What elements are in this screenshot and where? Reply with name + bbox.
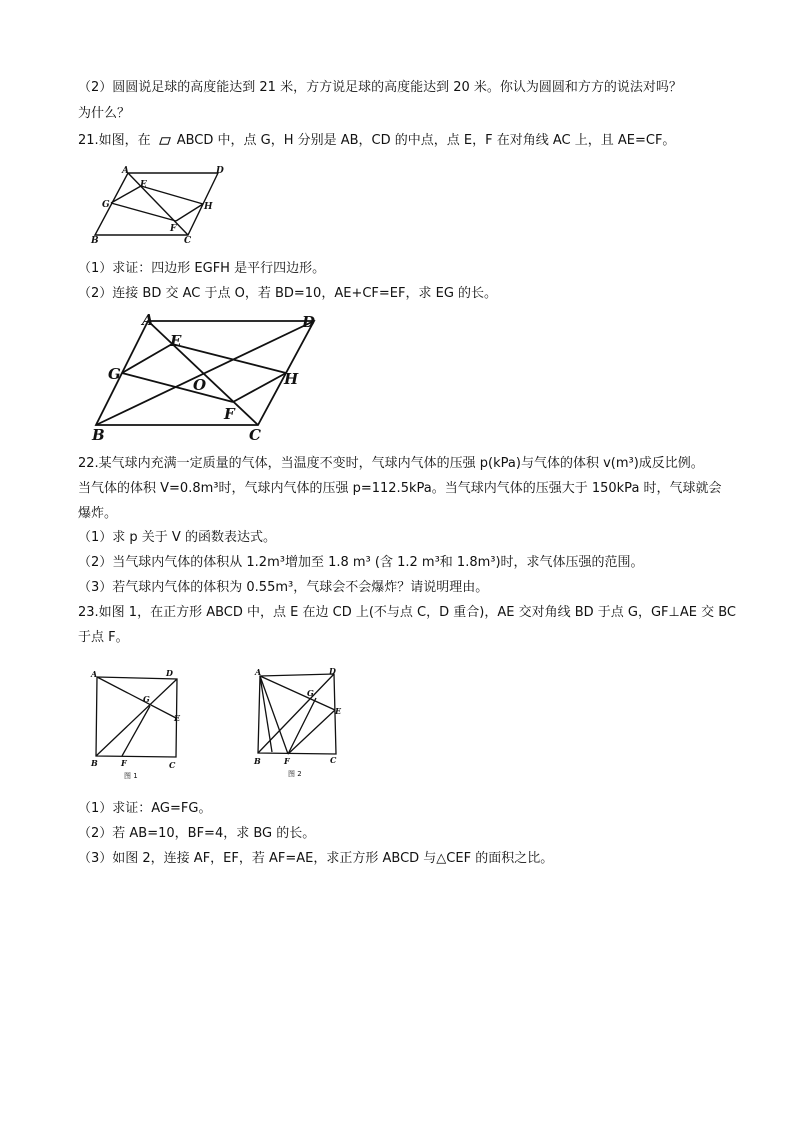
label-a: A [91,669,98,679]
q21-intro [78,131,675,151]
q21-intro-end: ABCD 中，点 G，H 分别是 AB，CD 的中点，点 E，F 在对角线 AC 上，且 AE=CF。 [176,133,676,148]
label-f: F [224,405,235,423]
label-e: E [170,332,182,350]
label-e: E [140,180,147,190]
q22-part2: （2）当气球内气体的体积从 1.2m³增加至 1.8 m³ (含 1.2 m³和 1.8m³)时，求气体压强的范围。 [78,555,644,570]
q23-part1: （1）求证：AG=FG。 [78,801,212,816]
q23-line1: 23.如图 1，在正方形 ABCD 中，点 E 在边 CD 上(不与点 C，D 重合)，AE 交对角线 BD 于点 G，GF⊥AE 交 BC [78,605,736,620]
label-d: D [329,666,336,676]
label-h: H [284,370,299,388]
q23-figure-1 [86,664,194,782]
label-b: B [91,236,99,245]
q21-part2: （2）连接 BD 交 AC 于点 O，若 BD=10，AE+CF=EF，求 EG 的长。 [78,286,498,301]
q22-part3: （3）若气球内气体的体积为 0.55m³，气球会不会爆炸？请说明理由。 [78,580,489,595]
label-a: A [122,166,129,176]
q23-part3: （3）如图 2，连接 AF，EF，若 AF=AE，求正方形 ABCD 与△CEF 的面积之比。 [78,851,554,866]
label-f: F [170,224,177,234]
q23-figure-1-svg [86,664,194,782]
label-c: C [249,426,261,444]
figure-caption: 图 2 [288,770,302,778]
label-a: A [142,311,154,329]
label-h: H [204,202,213,212]
label-e: E [174,713,181,723]
label-g: G [307,688,314,698]
q21-figure-small [86,163,226,245]
label-d: D [216,166,224,176]
q21-intro-start: 21.如图，在 [78,133,151,148]
label-a: A [255,667,262,677]
label-g: G [108,365,121,383]
label-o: O [193,376,207,394]
q21-figure-large [86,308,326,444]
label-c: C [330,755,337,765]
q20-part2-line2: 为什么？ [78,106,131,121]
label-e: E [335,706,342,716]
label-d: D [302,313,316,331]
q22-part1: （1）求 p 关于 V 的函数表达式。 [78,530,276,545]
label-f: F [284,756,290,766]
label-d: D [166,668,173,678]
q22-line2: 当气体的体积 V=0.8m³时，气球内气体的压强 p=112.5kPa。当气球内气体的压强大于 150kPa 时，气球就会 [78,481,722,496]
label-b: B [92,426,105,444]
label-f: F [121,758,127,768]
q21-part1: （1）求证：四边形 EGFH 是平行四边形。 [78,261,326,276]
q22-line3: 爆炸。 [78,506,118,521]
parallelogram-icon [159,137,171,145]
label-b: B [254,756,261,766]
figure-caption: 图 1 [124,772,138,780]
q23-part2: （2）若 AB=10，BF=4，求 BG 的长。 [78,826,316,841]
label-c: C [169,760,176,770]
q23-figure-2-svg [250,664,358,782]
label-c: C [184,236,192,245]
q20-part2-line1: （2）圆圆说足球的高度能达到 21 米，方方说足球的高度能达到 20 米。你认为圆圆和方方的说法对吗？ [78,80,682,95]
label-g: G [102,200,110,210]
q23-line2: 于点 F。 [78,630,129,645]
q21-figure-large-svg [86,308,326,444]
q22-line1: 22.某气球内充满一定质量的气体，当温度不变时，气球内气体的压强 p(kPa)与气体的体积 v(m³)成反比例。 [78,456,704,471]
label-g: G [143,694,150,704]
q21-figure-small-svg [86,163,226,245]
label-b: B [91,758,98,768]
q23-figure-2 [250,664,358,782]
